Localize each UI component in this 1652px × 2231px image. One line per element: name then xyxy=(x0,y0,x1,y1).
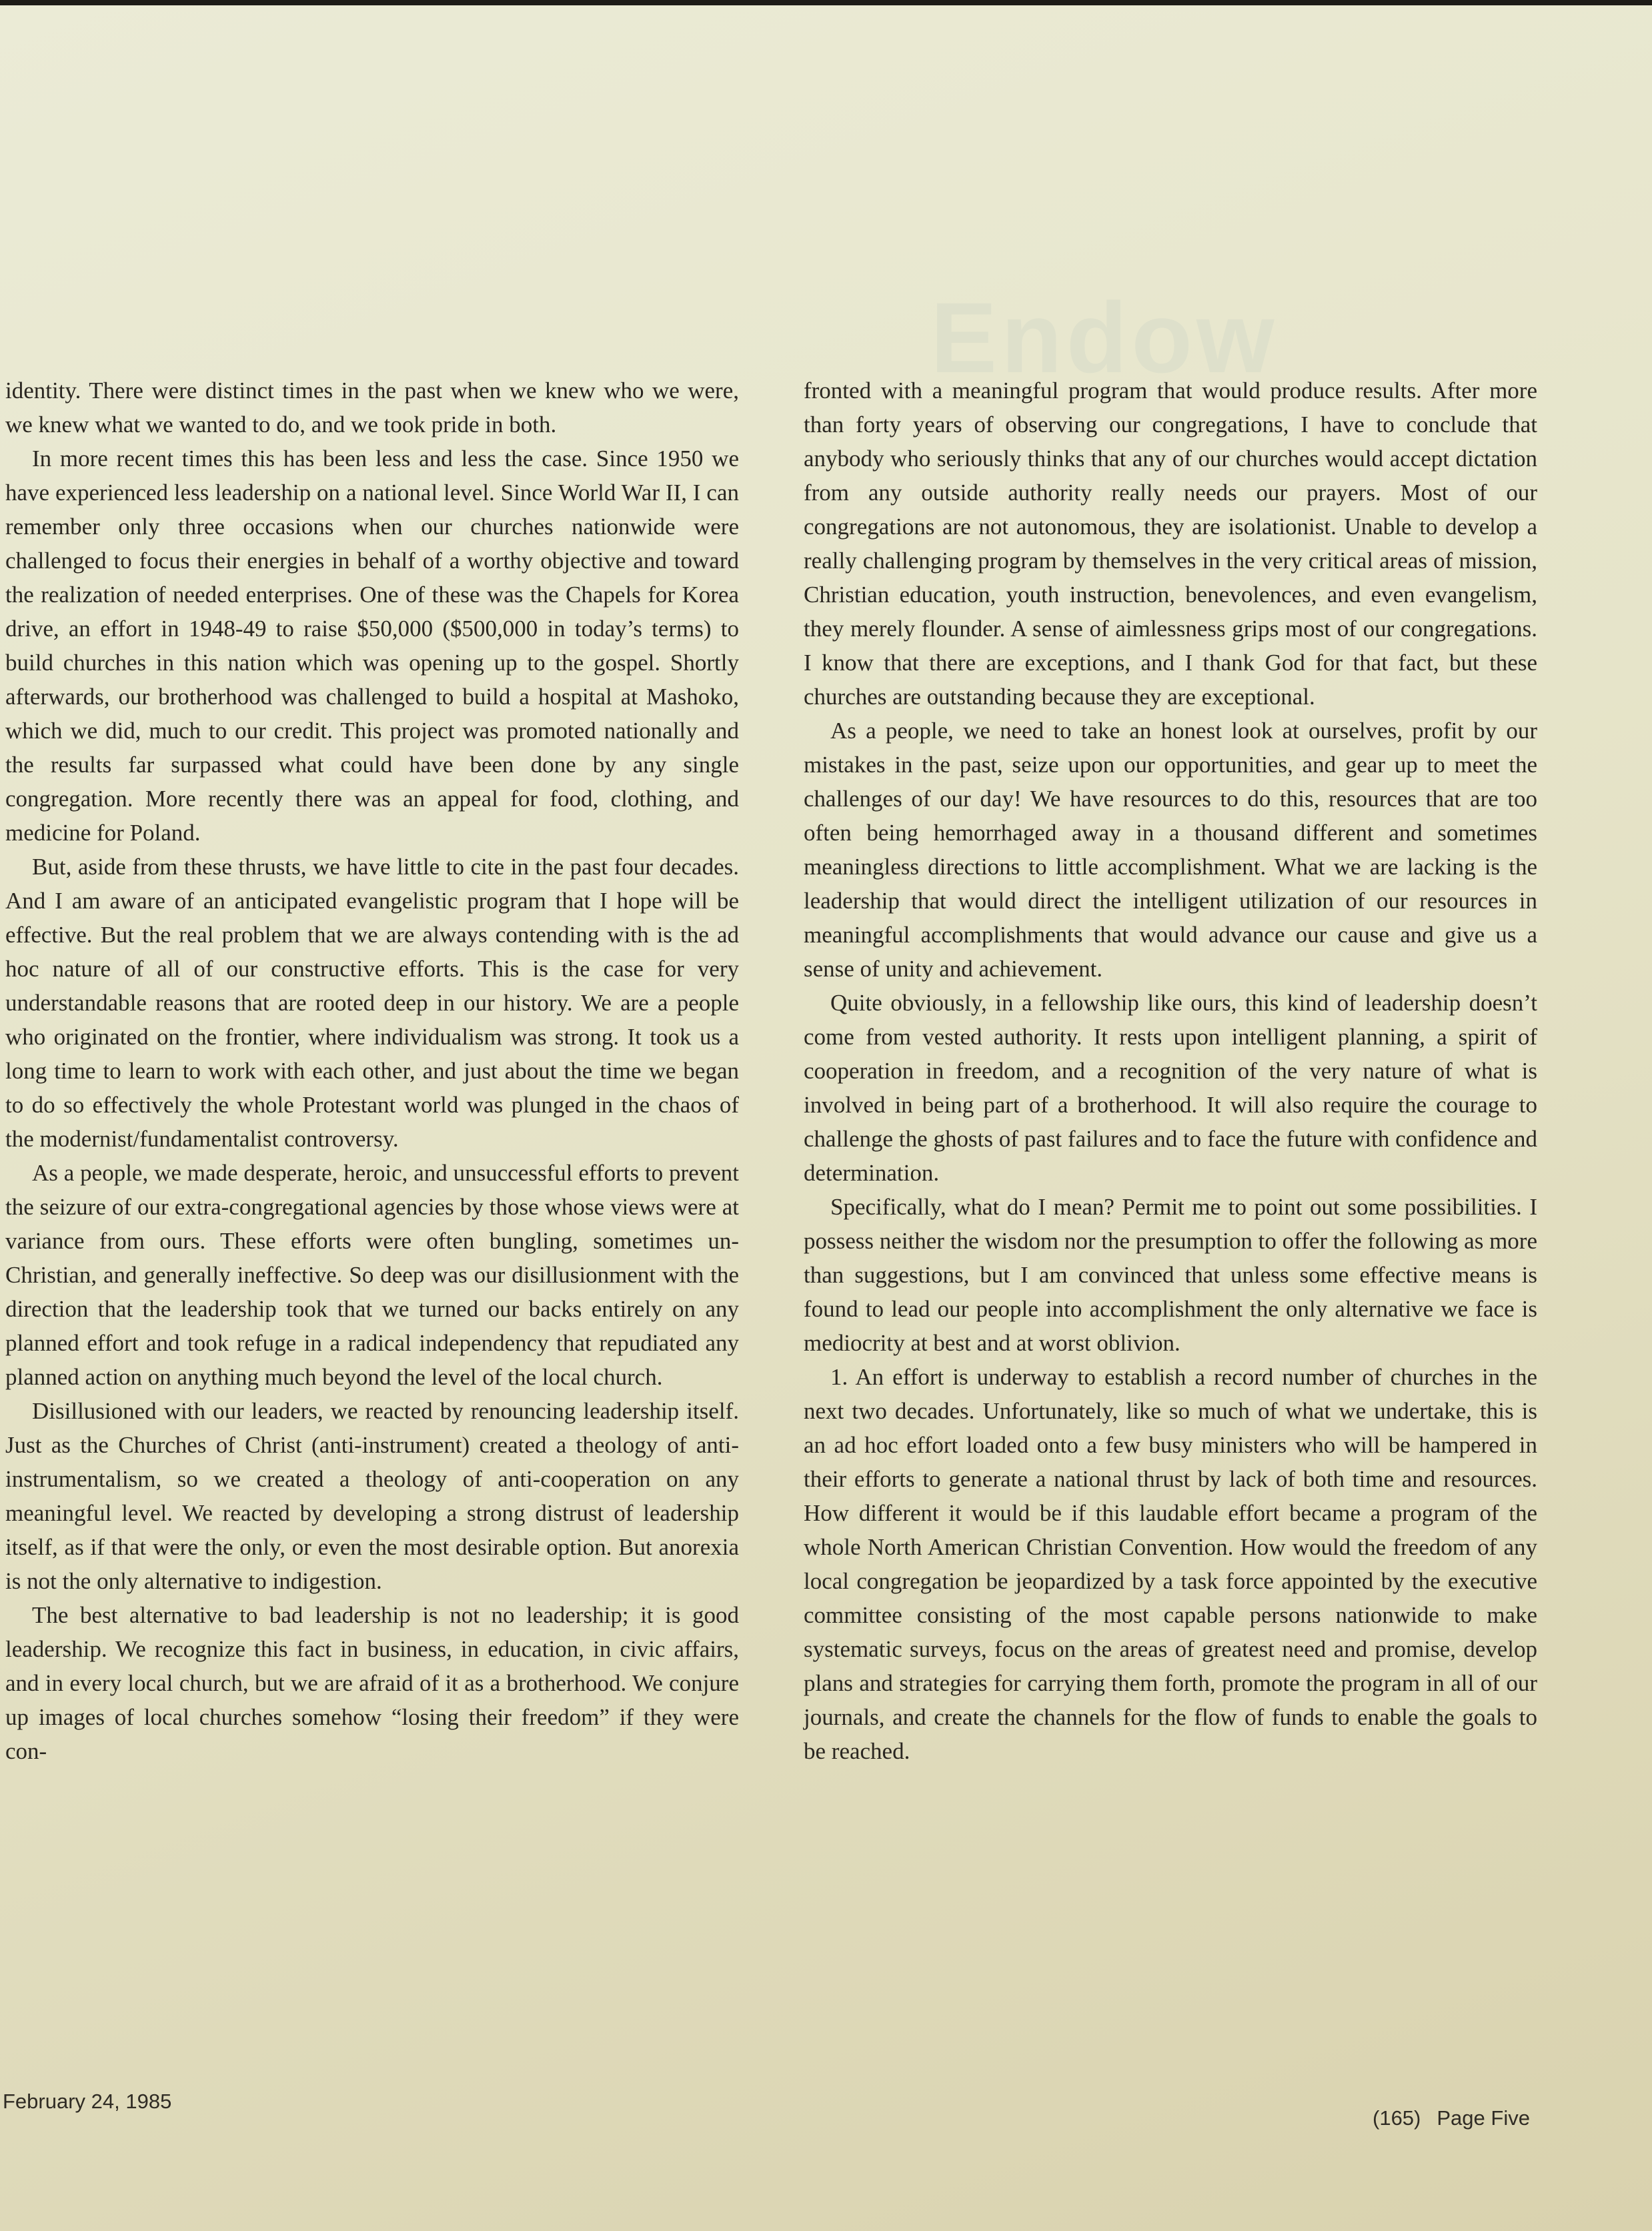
left-paragraph-2: In more recent times this has been less and less the case. Since 1950 we have experienced less leadership on a national level. Since World War II, I can remember only three occasions when our churches nationwide were challenged to focus their energies in behalf of a worthy objective and toward the realization of needed enterprises. One of these was the Chapels for Korea drive, an effort in 1948-49 to raise $50,000 ($500,000 in today’s terms) to build churches in this nation which was opening up to the gospel. Shortly afterwards, our brotherhood was challenged to build a hospital at Mashoko, which we did, much to our credit. This project was promoted nationally and the results far surpassed what could have been done by any single congregation. More recently there was an appeal for food, clothing, and medicine for Poland. xyxy=(5,446,739,846)
right-paragraph-5: 1. An effort is underway to establish a record number of churches in the next two decades. Unfortunately, like so much of what we undertake, this is an ad hoc effort loaded onto a few busy ministers who will be hampered in their efforts to generate a national thrust by lack of both time and resources. How different it would be if this laudable effort became a program of the whole North American Christian Convention. How would the freedom of any local congregation be jeopardized by a task force appointed by the executive committee consisting of the most capable persons nationwide to make systematic surveys, focus on the areas of greatest need and promise, develop plans and strategies for carrying them forth, promote the program in all of our journals, and create the channels for the flow of funds to enable the goals to be reached. xyxy=(804,1364,1537,1764)
left-paragraph-3: But, aside from these thrusts, we have little to cite in the past four decades. And I am aware of an anticipated evangelistic program that I hope will be effective. But the real problem that we are always contending with is the ad hoc nature of all of our constructive efforts. This is the case for very understandable reasons that are rooted deep in our history. We are a people who originated on the frontier, where individualism was strong. It took us a long time to learn to work with each other, and just about the time we began to do so effectively the whole Protestant world was plunged in the chaos of the modernist/fundamentalist controversy. xyxy=(5,854,739,1152)
left-paragraph-6: The best alternative to bad leadership is not no leadership; it is good leadership. We recognize this fact in business, in education, in civic affairs, and in every local church, but we are afraid of it as a brotherhood. We conjure up images of local churches somehow “losing their freedom” if they were con- xyxy=(5,1602,739,1764)
left-paragraph-4: As a people, we made desperate, heroic, and unsuccessful efforts to prevent the seizure of our extra-congregational agencies by those whose views were at variance from ours. These efforts were often bungling, sometimes un-Christian, and generally ineffective. So deep was our disillusionment with the direction that the leadership took that we turned our backs entirely on any planned effort and took refuge in a radical independency that repudiated any planned action on anything much beyond the level of the local church. xyxy=(5,1160,739,1390)
left-paragraph-1: identity. There were distinct times in the past when we knew who we were, we knew what we wanted to do, and we took pride in both. xyxy=(5,378,739,438)
right-paragraph-1: fronted with a meaningful program that would produce results. After more than forty years of observing our congregations, I have to conclude that anybody who seriously thinks that any of our churches would accept dictation from any outside authority really needs our prayers. Most of our congregations are not autonomous, they are isolationist. Unable to develop a really challenging program by themselves in the very critical areas of mission, Christian education, youth instruction, benevolences, and even evangelism, they merely flounder. A sense of aimlessness grips most of our congregations. I know that there are exceptions, and I thank God for that fact, but these churches are outstanding because they are exceptional. xyxy=(804,378,1537,710)
left-column xyxy=(5,374,739,1768)
faded-heading-bleedthrough: Endow xyxy=(930,281,1279,394)
footer-date: February 24, 1985 xyxy=(3,2090,172,2113)
footer-page-label: Page Five xyxy=(1437,2106,1530,2130)
footer-page-ref: (165) xyxy=(1373,2106,1421,2130)
footer-page-number xyxy=(1373,2106,1530,2130)
right-paragraph-4: Specifically, what do I mean? Permit me to point out some possibilities. I possess neither the wisdom nor the presumption to offer the following as more than suggestions, but I am convinced that unless some effective means is found to lead our people into accomplishment the only alternative we face is mediocrity at best and at worst oblivion. xyxy=(804,1194,1537,1356)
right-paragraph-2: As a people, we need to take an honest look at ourselves, profit by our mistakes in the past, seize upon our opportunities, and gear up to meet the challenges of our day! We have resources to do this, resources that are too often being hemorrhaged away in a thousand different and sometimes meaningless directions to little accomplishment. What we are lacking is the leadership that would direct the intelligent utilization of our resources in meaningful accomplishments that would advance our cause and give us a sense of unity and achievement. xyxy=(804,718,1537,982)
left-paragraph-5: Disillusioned with our leaders, we reacted by renouncing leadership itself. Just as the Churches of Christ (anti-instrument) created a theology of anti-instrumentalism, so we created a theology of anti-cooperation on any meaningful level. We reacted by developing a strong distrust of leadership itself, as if that were the only, or even the most desirable option. But anorexia is not the only alternative to indigestion. xyxy=(5,1398,739,1594)
right-column xyxy=(804,374,1537,1768)
page-top-edge xyxy=(0,0,1652,5)
right-paragraph-3: Quite obviously, in a fellowship like ours, this kind of leadership doesn’t come from vested authority. It rests upon intelligent planning, a spirit of cooperation in freedom, and a recognition of the very nature of what is involved in being part of a brotherhood. It will also require the courage to challenge the ghosts of past failures and to face the future with confidence and determination. xyxy=(804,990,1537,1186)
